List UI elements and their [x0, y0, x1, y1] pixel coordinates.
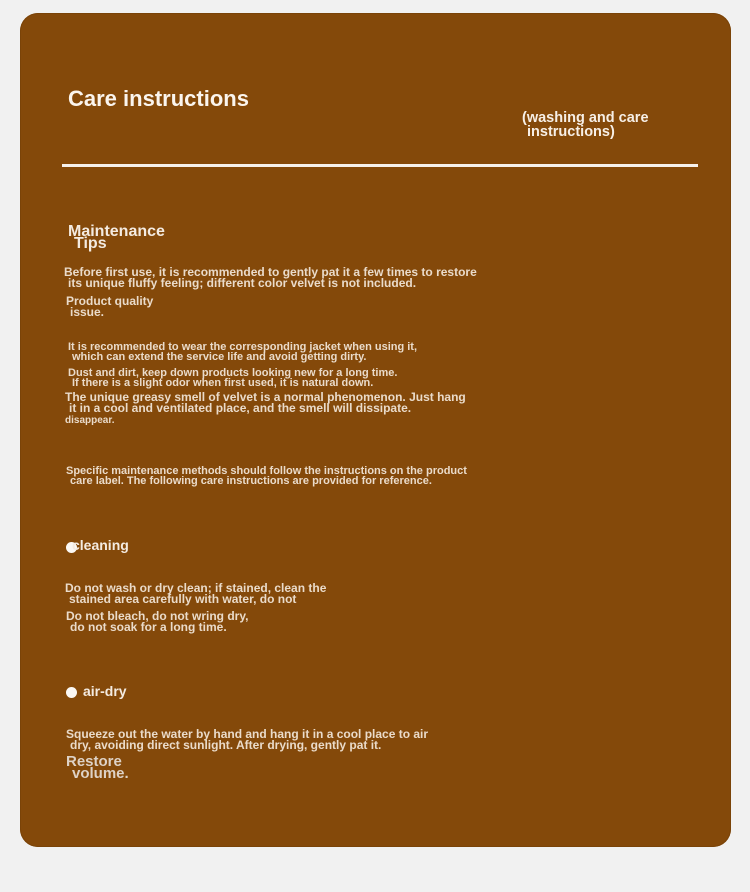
care-card [20, 13, 731, 847]
maintenance-paragraph-1 [64, 267, 477, 289]
maintenance-p1-line-2: its unique fluffy feeling; different color velvet is not included. [68, 276, 417, 290]
page-subtitle [522, 111, 649, 139]
maintenance-heading-line-1: Maintenance [68, 223, 165, 240]
cleaning-p1-line-2: stained area carefully with water, do not [69, 592, 297, 606]
maintenance-p5-line-3: disappear. [65, 415, 115, 426]
title-divider [62, 164, 698, 167]
airdry-bullet-icon [66, 687, 77, 698]
restore-line-1: Restore [66, 753, 122, 770]
maintenance-p4-line-1: Dust and dirt, keep down products looking new for a long time. [68, 367, 398, 379]
airdry-p1-line-2: dry, avoiding direct sunlight. After drying, gently pat it. [70, 738, 382, 752]
maintenance-p5-line-2: it in a cool and ventilated place, and the smell will dissipate. [69, 401, 412, 415]
cleaning-heading: cleaning [72, 537, 129, 553]
cleaning-p2-line-2: do not soak for a long time. [70, 620, 227, 634]
maintenance-heading [68, 223, 165, 252]
subtitle-line-2: instructions) [527, 124, 615, 140]
subtitle-line-1: (washing and care [522, 110, 649, 126]
maintenance-p3-line-2: which can extend the service life and avoid getting dirty. [72, 351, 367, 363]
maintenance-heading-line-2: Tips [74, 235, 107, 252]
restore-volume-note [66, 753, 129, 782]
airdry-paragraph-1 [66, 729, 428, 751]
airdry-heading: air-dry [83, 683, 127, 699]
cleaning-paragraph-1 [65, 583, 326, 605]
maintenance-p2-line-1: Product quality [66, 294, 154, 308]
maintenance-paragraph-4 [68, 368, 397, 388]
cleaning-p1-line-1: Do not wash or dry clean; if stained, clean the [65, 581, 327, 595]
cleaning-paragraph-2 [66, 611, 248, 633]
maintenance-paragraph-3 [68, 342, 417, 362]
maintenance-paragraph-6 [66, 466, 467, 486]
maintenance-p1-line-1: Before first use, it is recommended to gently pat it a few times to restore [64, 265, 477, 279]
maintenance-paragraph-2 [66, 296, 153, 318]
page-title: Care instructions [68, 86, 249, 111]
maintenance-p5-line-1: The unique greasy smell of velvet is a normal phenomenon. Just hang [65, 390, 466, 404]
maintenance-p4-line-2: If there is a slight odor when first used, it is natural down. [72, 377, 374, 389]
cleaning-p2-line-1: Do not bleach, do not wring dry, [66, 609, 249, 623]
maintenance-p6-line-2: care label. The following care instructions are provided for reference. [70, 475, 432, 487]
maintenance-p6-line-1: Specific maintenance methods should follow the instructions on the product [66, 465, 467, 477]
maintenance-paragraph-5 [65, 392, 466, 426]
maintenance-p2-line-2: issue. [70, 305, 105, 319]
restore-line-2: volume. [72, 765, 129, 782]
airdry-p1-line-1: Squeeze out the water by hand and hang it in a cool place to air [66, 727, 429, 741]
maintenance-p3-line-1: It is recommended to wear the corresponding jacket when using it, [68, 341, 418, 353]
